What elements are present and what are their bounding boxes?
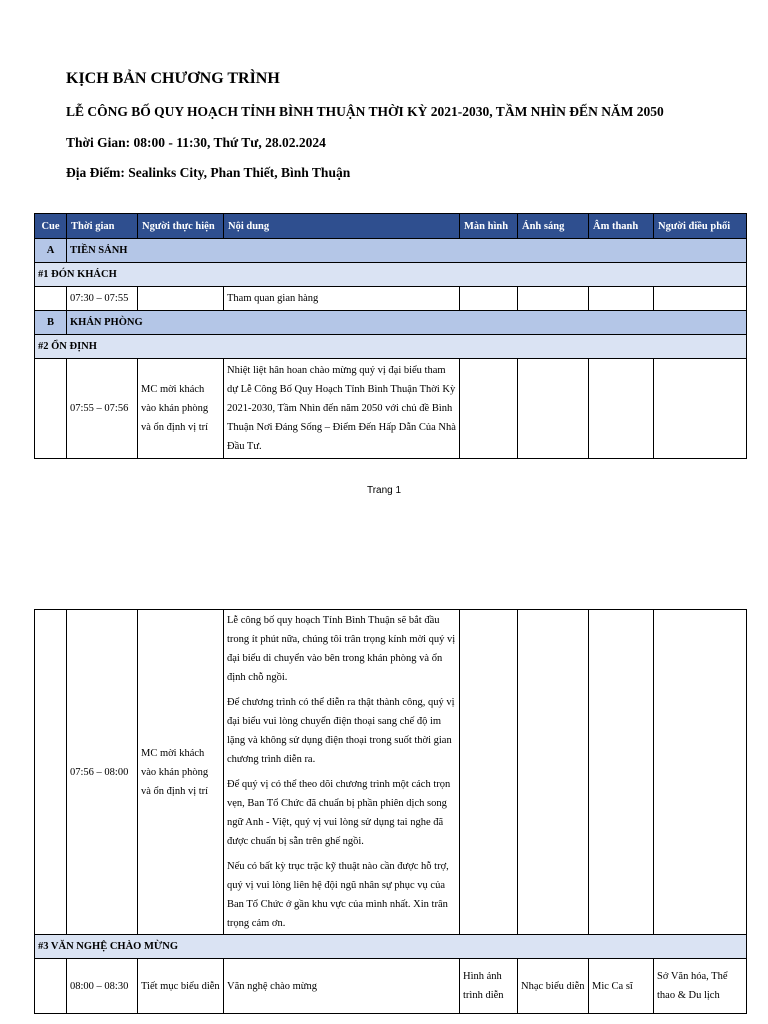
announcement-paragraph: Nếu có bất kỳ trục trặc kỹ thuật nào cần được hỗ trợ, quý vị vui lòng liên hệ đội ngũ nhân sự phục vụ của Ban Tổ Chức ở gần khu vực của mình nhất. Xin trân trọng cảm ơn.	[227, 861, 449, 929]
row-performer: Tiết mục biểu diễn	[138, 959, 224, 1014]
row-light: Nhạc biểu diễn	[518, 959, 589, 1014]
col-light: Ánh sáng	[518, 214, 589, 239]
subsection-label: #2 ỔN ĐỊNH	[35, 335, 747, 359]
col-performer: Người thực hiện	[138, 214, 224, 239]
col-content: Nội dung	[224, 214, 460, 239]
program-table	[34, 213, 747, 459]
script-title: KỊCH BẢN CHƯƠNG TRÌNH	[66, 70, 280, 87]
announcement-paragraph: Để chương trình có thể diễn ra thật thành công, quý vị đại biểu vui lòng chuyển điện thoại sang chế độ im lặng và không sử dụng điện thoại trong suốt thời gian chương trình diễn ra.	[227, 697, 455, 765]
section-code: A	[35, 239, 67, 263]
row-time: 08:00 – 08:30	[67, 959, 138, 1014]
col-time: Thời gian	[67, 214, 138, 239]
table-row	[35, 610, 747, 935]
row-time: 07:30 – 07:55	[67, 287, 138, 311]
table-row	[35, 359, 747, 459]
row-coordinator: Sở Văn hóa, Thể thao & Du lịch	[654, 959, 747, 1014]
row-time: 07:55 – 07:56	[67, 359, 138, 459]
section-row	[35, 239, 747, 263]
page-number: Trang 1	[366, 485, 402, 496]
row-content: Văn nghệ chào mừng	[224, 959, 460, 1014]
row-sound: Mic Ca sĩ	[589, 959, 654, 1014]
event-name: LỄ CÔNG BỐ QUY HOẠCH TỈNH BÌNH THUẬN THỜI KỲ 2021-2030, TẦM NHÌN ĐẾN NĂM 2050	[66, 104, 664, 119]
announcement-paragraph: Để quý vị có thể theo dõi chương trình một cách trọn vẹn, Ban Tổ Chức đã chuẩn bị phần phiên dịch song ngữ Anh - Việt, quý vị vui lòng sử dụng tai nghe đã được chuẩn bị sẵn trên ghế ngồi.	[227, 779, 451, 847]
table-row	[35, 959, 747, 1014]
row-content: Tham quan gian hàng	[224, 287, 460, 311]
row-content: Nhiệt liệt hân hoan chào mừng quý vị đại biểu tham dự Lễ Công Bố Quy Hoạch Tỉnh Bình Thuận Thời Kỳ 2021-2030, Tầm Nhìn đến năm 2050 với chủ đề Bình Thuận Nơi Đáng Sống – Điểm Đến Hấp Dẫn Của Nhà Đầu Tư.	[224, 359, 460, 459]
section-row	[35, 311, 747, 335]
subsection-row	[35, 263, 747, 287]
subsection-label: #1 ĐÓN KHÁCH	[35, 263, 747, 287]
row-content	[224, 610, 460, 935]
program-table-continued	[34, 609, 747, 1014]
col-sound: Âm thanh	[589, 214, 654, 239]
col-cue: Cue	[35, 214, 67, 239]
subsection-label: #3 VĂN NGHỆ CHÀO MỪNG	[35, 935, 747, 959]
row-time: 07:56 – 08:00	[67, 610, 138, 935]
col-screen: Màn hình	[460, 214, 518, 239]
row-screen: Hình ảnh trình diễn	[460, 959, 518, 1014]
row-performer: MC mời khách vào khán phòng và ổn định vị trí	[138, 610, 224, 935]
table-header-row	[35, 214, 747, 239]
event-time: Thời Gian: 08:00 - 11:30, Thứ Tư, 28.02.2024	[66, 135, 326, 150]
announcement-paragraph: Lễ công bố quy hoạch Tỉnh Bình Thuận sẽ bắt đầu trong ít phút nữa, chúng tôi trân trọng kính mời quý vị đại biểu di chuyển vào bên trong khán phòng và ổn định chỗ ngồi.	[227, 615, 456, 683]
col-coordinator: Người điều phối	[654, 214, 747, 239]
subsection-row	[35, 935, 747, 959]
table-row	[35, 287, 747, 311]
subsection-row	[35, 335, 747, 359]
section-code: B	[35, 311, 67, 335]
row-performer: MC mời khách vào khán phòng và ổn định vị trí	[138, 359, 224, 459]
event-venue: Địa Điểm: Sealinks City, Phan Thiết, Bình Thuận	[66, 165, 351, 180]
section-label: TIỀN SẢNH	[67, 239, 747, 263]
section-label: KHÁN PHÒNG	[67, 311, 747, 335]
